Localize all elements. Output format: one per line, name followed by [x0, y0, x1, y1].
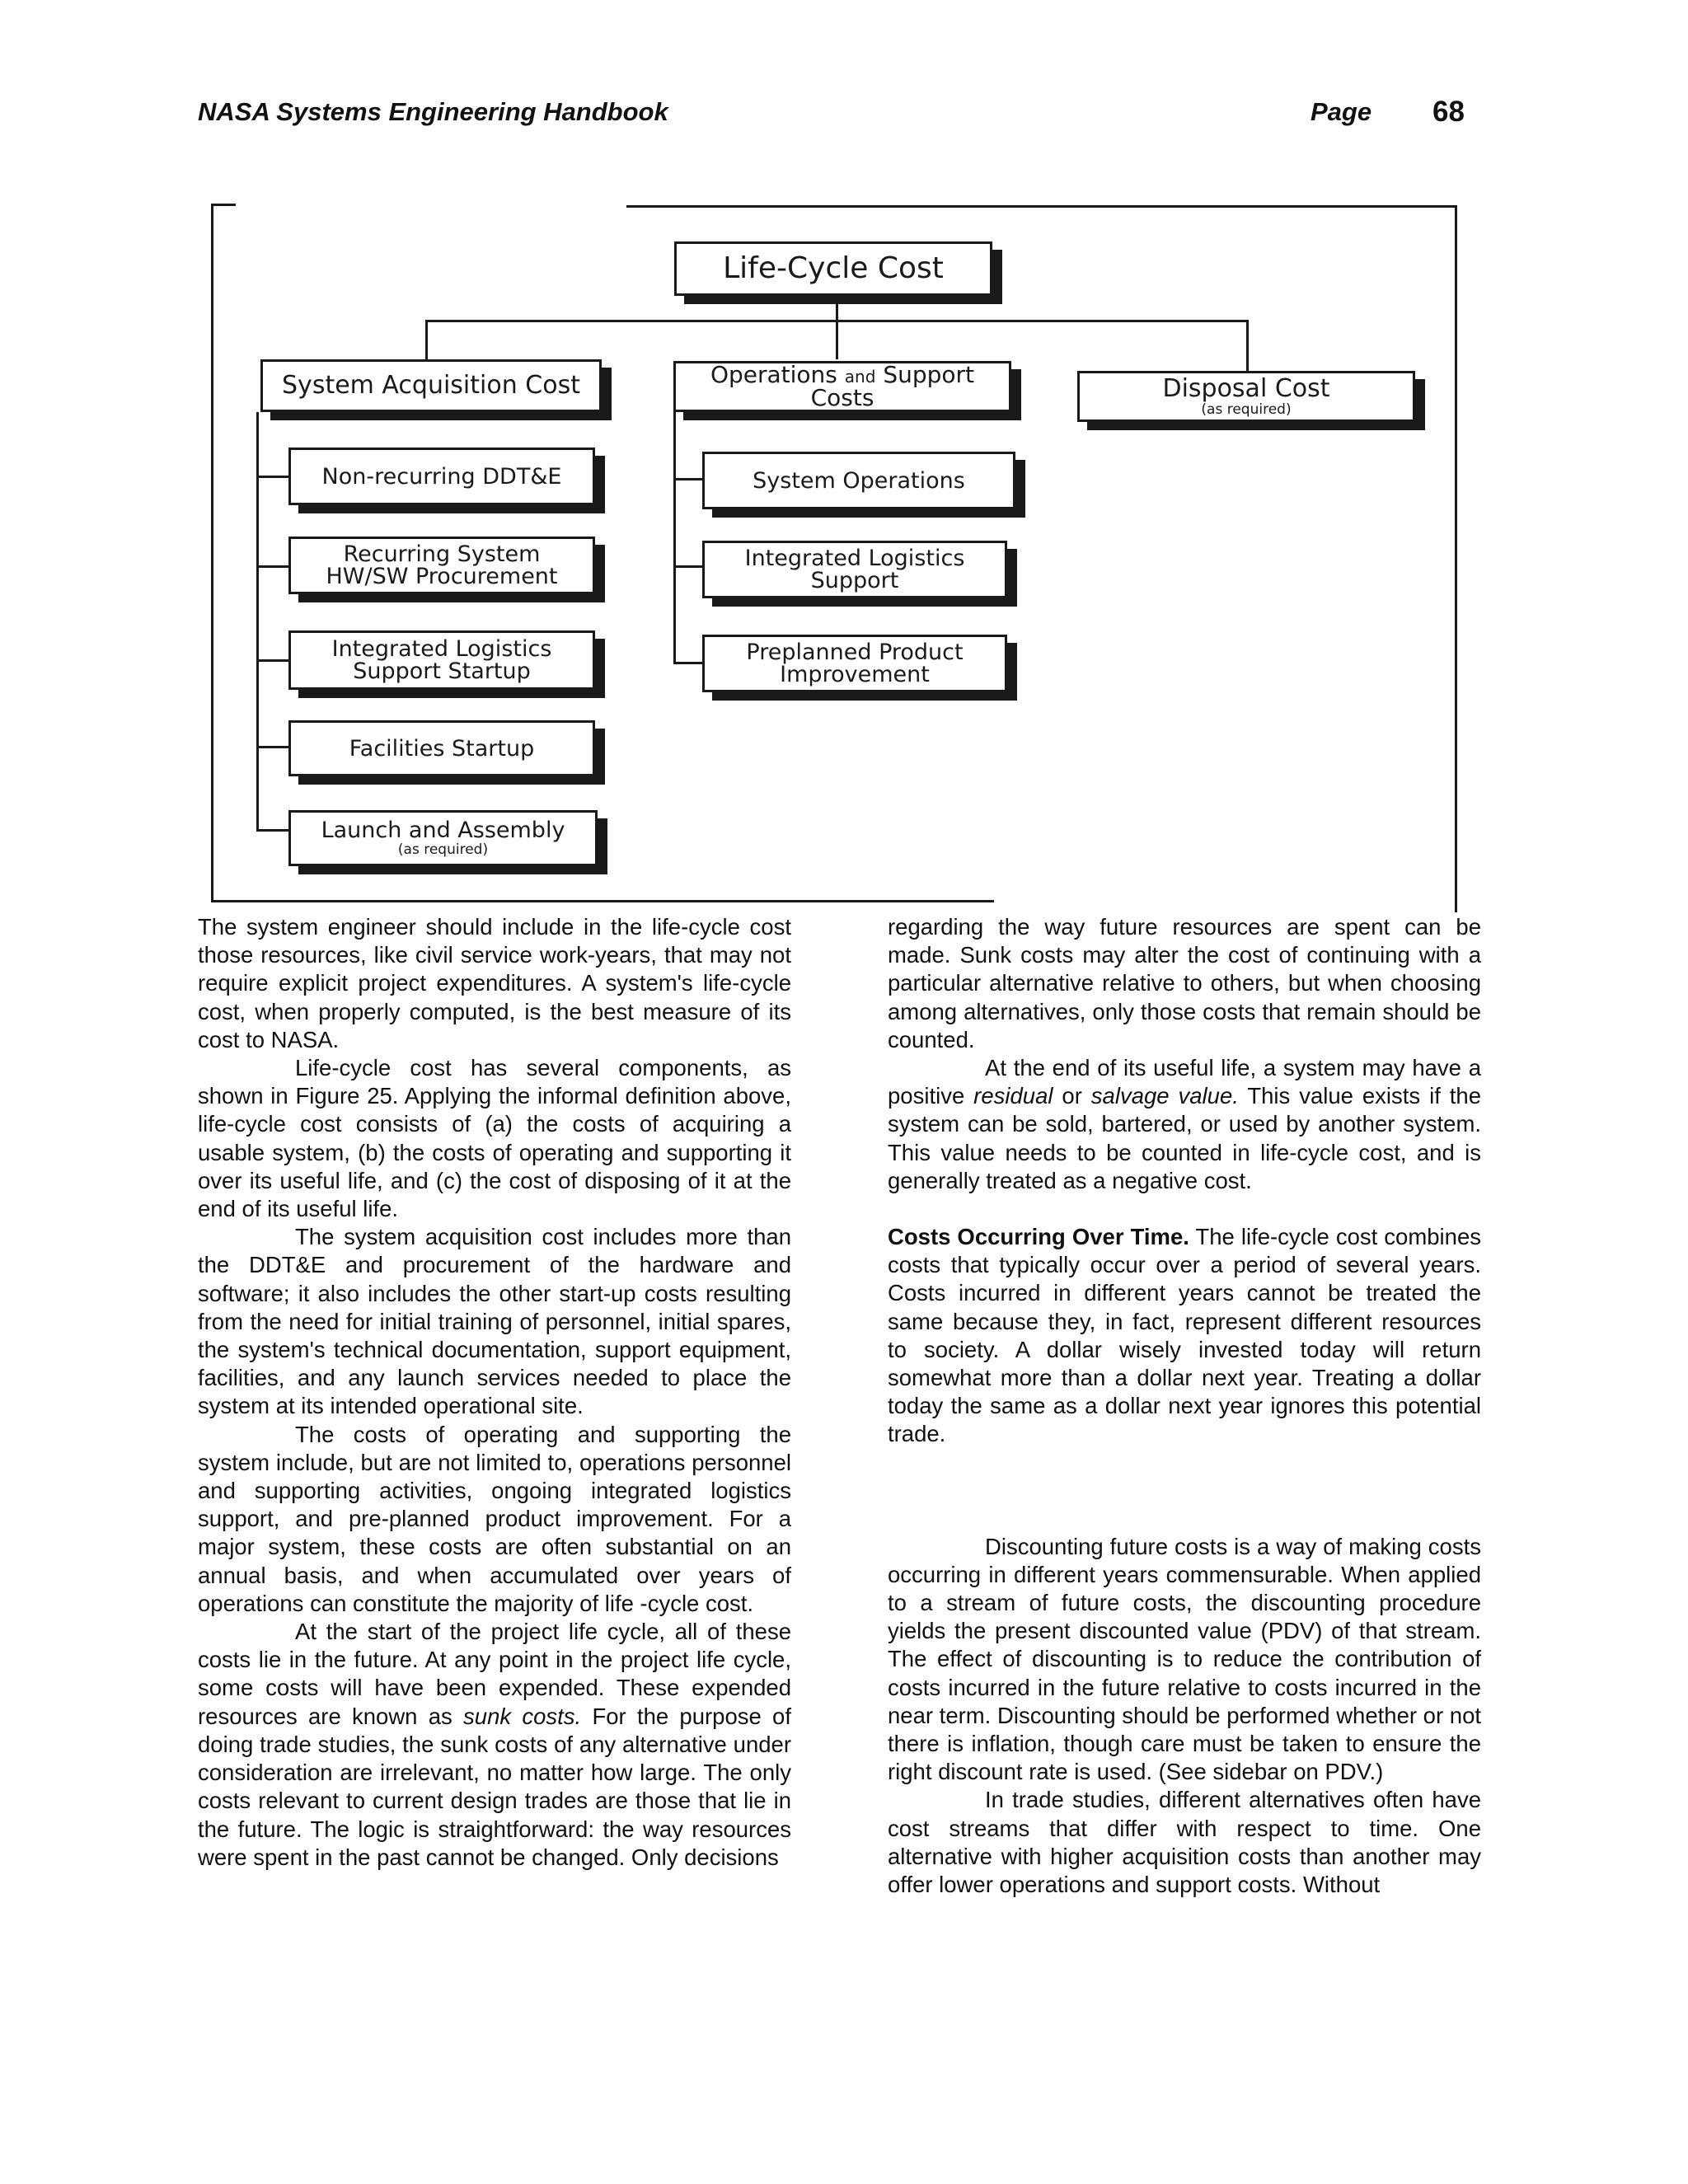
emphasis-residual: residual	[973, 1083, 1053, 1109]
node-label	[676, 363, 1009, 410]
node-label-line2: Support	[810, 568, 899, 593]
label-part: and	[844, 367, 876, 387]
node-operations-support-costs	[673, 361, 1011, 412]
node-label: System Acquisition Cost	[282, 371, 580, 400]
node-disposal-cost	[1077, 371, 1415, 422]
node-ils-support-startup	[288, 630, 595, 690]
text-run: or	[1053, 1083, 1091, 1109]
life-cycle-cost-diagram	[0, 0, 1688, 923]
paragraph	[888, 1054, 1481, 1195]
paragraph: In trade studies, different alternatives often have cost streams that differ with respect to time. One alternative with higher acquisition costs than another may offer lower operations and support costs. Without	[888, 1787, 1481, 1898]
figure-frame-left	[211, 204, 213, 900]
figure-frame-top	[211, 204, 236, 206]
text-run: This value exists if the system can be sold, bartered, or used by another system. This value needs to be counted in life-cycle cost, and is generally treated as a negative cost.	[888, 1083, 1482, 1193]
node-label: Recurring System	[343, 541, 541, 567]
connector-to-disposal	[1246, 320, 1249, 371]
label-part: Support Costs	[810, 361, 975, 411]
node-note: (as required)	[1201, 401, 1292, 418]
paragraph: regarding the way future resources are spent can be made. Sunk costs may alter the cost of continuing with a particular alternative relative to others, but when choosing among alternatives, only those costs that remain should be counted.	[888, 914, 1481, 1052]
paragraph: The system acquisition cost includes more than the DDT&E and procurement of the hardware and software; it also includes the other start-up costs resulting from the need for initial training of personnel, initial spares, the system's technical documentation, support equipment, facilities, and any launch services needed to place the system at its intended operational site.	[198, 1224, 791, 1419]
node-note: (as required)	[397, 841, 489, 858]
tick-ops-2	[673, 565, 703, 568]
tick-ops-3	[673, 662, 703, 664]
tick-ops-1	[673, 478, 703, 480]
text-run: The life-cycle cost combines costs that typically occur over a period of several years. Costs incurred in different years cannot be treated the same because they, in fact, represent different resources to society. A dollar wisely invested today will return somewhat more than a dollar next year. Treating a dollar today the same as a dollar next year ignores this potential trade.	[888, 1224, 1481, 1447]
handbook-title: NASA Systems Engineering Handbook	[198, 97, 668, 126]
node-preplanned-product-improvement	[702, 635, 1007, 692]
figure-frame-bottom	[211, 900, 994, 902]
node-label: Facilities Startup	[349, 735, 535, 762]
node-label: Non-recurring DDT&E	[321, 463, 562, 490]
body-column-right	[888, 913, 1481, 1899]
connector-to-operations	[836, 320, 838, 359]
text-run: At the start of the project life cycle, all of these costs lie in the future. At any point in the project life cycle, some costs will have been expended. These expended resources are known as	[198, 1619, 791, 1729]
figure-frame-top-right	[626, 205, 1457, 208]
node-life-cycle-cost	[674, 241, 992, 296]
node-recurring-system-procurement	[288, 537, 595, 594]
connector-root-down	[836, 298, 838, 321]
text-run: For the purpose of doing trade studies, the sunk costs of any alternative under consideration are irrelevant, no matter how large. The only costs relevant to current design trades are those that lie in the future. The logic is straightforward: the way resources were spent in the past cannot be changed. Only decisions	[198, 1703, 791, 1870]
page-number: 68	[1432, 96, 1465, 128]
figure-frame-right	[1455, 208, 1457, 912]
node-system-operations	[702, 452, 1015, 509]
node-ils-support	[702, 541, 1007, 598]
spine-operations	[673, 412, 676, 663]
body-column-left	[198, 913, 791, 1872]
label-part: Operations	[710, 361, 837, 388]
tick-acq-1	[256, 476, 289, 478]
node-label: Launch and Assembly	[321, 818, 565, 843]
paragraph	[198, 1618, 791, 1872]
paragraph: The system engineer should include in the life-cycle cost those resources, like civil service work-years, that may not require explicit project expenditures. A system's life-cycle cost, when properly computed, is the best measure of its cost to NASA.	[198, 914, 791, 1052]
section-heading: Costs Occurring Over Time.	[888, 1224, 1189, 1250]
tick-acq-4	[256, 746, 289, 748]
tick-acq-2	[256, 565, 289, 568]
page-label: Page	[1311, 97, 1372, 126]
node-label-line2: Improvement	[780, 662, 930, 687]
node-label: Disposal Cost	[1162, 373, 1330, 403]
node-launch-and-assembly	[288, 810, 598, 866]
node-non-recurring-ddte	[288, 448, 595, 505]
paragraph: Discounting future costs is a way of making costs occurring in different years commensurable. When applied to a stream of future costs, the discounting procedure yields the present discounted value (PDV) of that stream. The effect of discounting is to reduce the contribution of costs incurred in the future relative to costs incurred in the near term. Discounting should be performed whether or not there is inflation, though care must be taken to ensure the right discount rate is used. (See sidebar on PDV.)	[888, 1533, 1481, 1785]
spacer	[888, 1449, 1481, 1533]
tick-acq-5	[256, 829, 289, 832]
node-label: System Operations	[753, 467, 965, 494]
emphasis-salvage-value: salvage value.	[1090, 1083, 1239, 1109]
paragraph	[888, 1223, 1481, 1449]
emphasis-sunk-costs: sunk costs.	[463, 1703, 582, 1729]
node-facilities-startup	[288, 720, 595, 776]
node-label-line2: HW/SW Procurement	[326, 564, 558, 589]
connector-to-acquisition	[425, 320, 428, 359]
paragraph: The costs of operating and supporting the system include, but are not limited to, operations personnel and supporting activities, ongoing integrated logistics support, and pre-planned product improvement. For a major system, these costs are often substantial on an annual basis, and when accumulated over years of operations can constitute the majority of life -cycle cost.	[198, 1421, 791, 1616]
spacer	[888, 1195, 1481, 1223]
text-run: At the end of its useful life, a system may have a positive	[888, 1055, 1481, 1109]
node-system-acquisition-cost	[260, 359, 602, 412]
node-label: Preplanned Product	[746, 640, 964, 665]
tick-acq-3	[256, 659, 289, 662]
node-label: Integrated Logistics	[331, 636, 552, 662]
node-label: Integrated Logistics	[744, 546, 965, 571]
paragraph: Life-cycle cost has several components, as shown in Figure 25. Applying the informal definition above, life-cycle cost consists of (a) the costs of acquiring a usable system, (b) the costs of operating and supporting it over its useful life, and (c) the cost of disposing of it at the end of its useful life.	[198, 1055, 791, 1222]
node-label-line2: Support Startup	[353, 658, 531, 684]
node-label: Life-Cycle Cost	[723, 251, 944, 285]
